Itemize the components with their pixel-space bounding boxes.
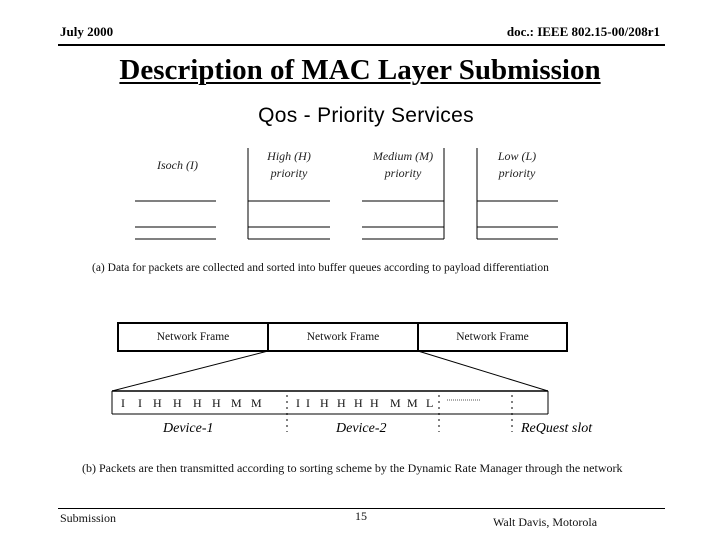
header-doc-id: doc.: IEEE 802.15-00/208r1 [506,24,660,39]
network-frame-1: Network Frame [156,331,230,343]
footer-submission: Submission [60,511,117,525]
slot-letter: I [121,396,125,410]
device2-label: Device-2 [336,421,387,436]
queue-label-isoch: Isoch (I) [157,158,198,172]
slot-letter: H [173,396,182,410]
header-date: July 2000 [60,24,114,39]
slot-letter: M [407,396,418,410]
slot-letter: H [370,396,379,410]
slot-letter: I [138,396,142,410]
queue-label-low: Low (L) priority [497,149,537,180]
slot-letter: H [354,396,363,410]
device2-slots [290,396,440,412]
footer-author: Walt Davis, Motorola [493,515,598,529]
page-subtitle: Qos - Priority Services [258,104,474,127]
slot-letter: H [193,396,202,410]
slot-letter: M [390,396,401,410]
slot-letter: M [251,396,262,410]
network-frame-2: Network Frame [306,331,380,343]
slot-letter: H [320,396,329,410]
network-frame-3: Network Frame [456,331,529,343]
slot-letter: H [337,396,346,410]
footer-page-number: 15 [355,509,367,523]
slot-letter: L [426,396,434,410]
device1-label: Device-1 [163,421,214,436]
slot-letter: H [153,396,162,410]
queue-label-medium: Medium (M) priority [372,149,434,180]
slot-letter: I [306,396,310,410]
slot-letter: M [231,396,242,410]
slot-letter: I [296,396,300,410]
device1-slots [118,396,288,412]
queue-label-high: High (H) priority [267,149,311,180]
slot-letter: H [212,396,221,410]
request-slot-label: ReQuest slot [521,421,593,436]
caption-b: (b) Packets are then transmitted according to sorting scheme by the Dynamic Rate Manager through the network [82,461,623,475]
caption-a: (a) Data for packets are collected and sorted into buffer queues according to payload differentiation [92,262,549,274]
page-title: Description of MAC Layer Submission [119,54,601,86]
